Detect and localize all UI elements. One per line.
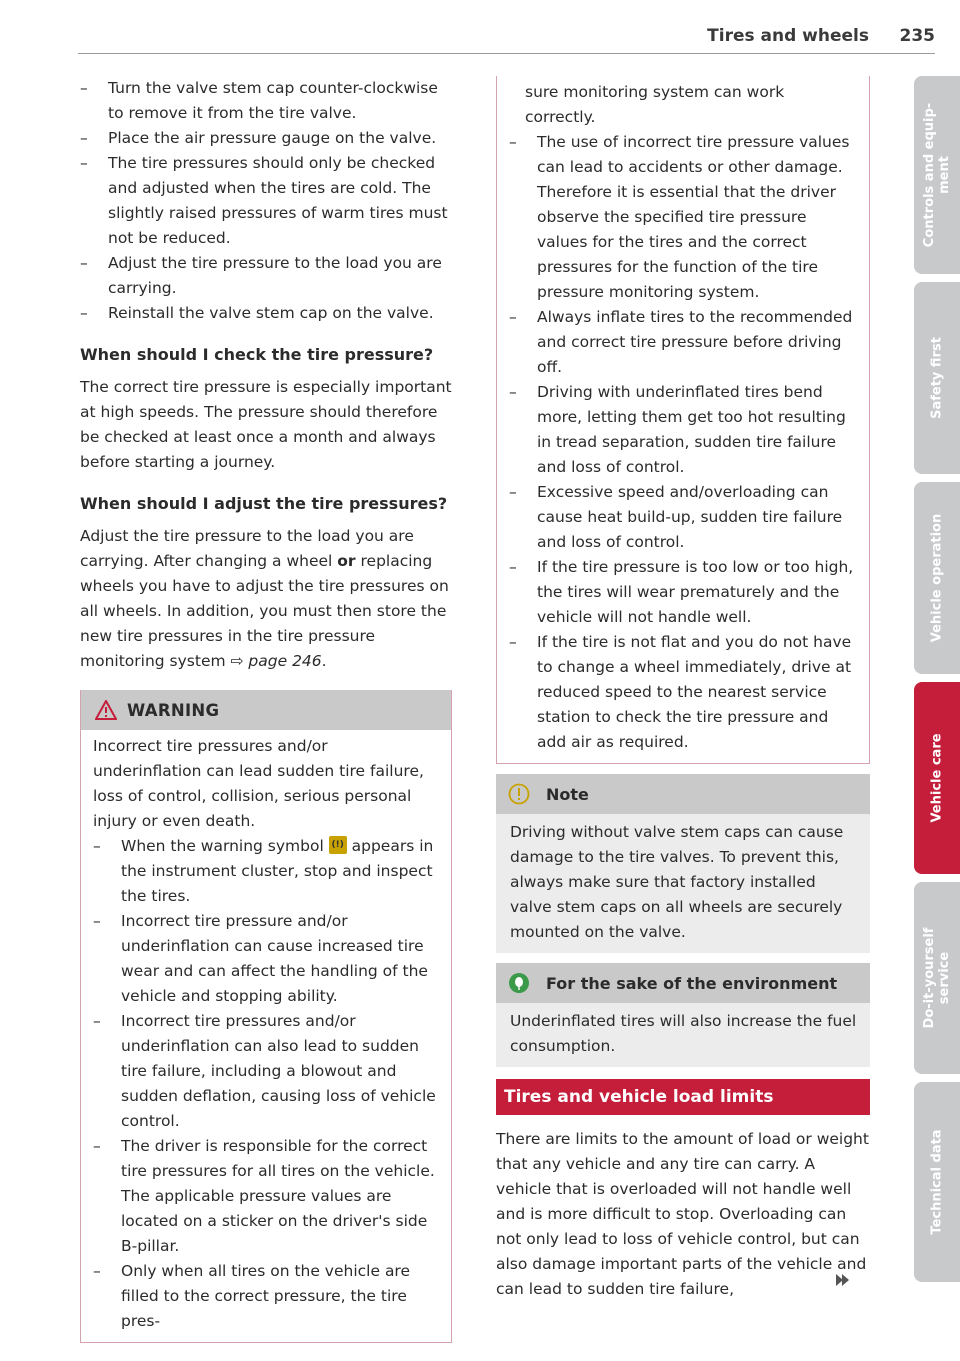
list-item: – Turn the valve stem cap counter-clockwise to remove it from the tire valve.: [80, 76, 452, 126]
warning-box: [80, 690, 452, 1343]
warning-list: [93, 834, 441, 1334]
environment-label: For the sake of the environment: [546, 973, 838, 993]
adjust-text-part: Adjust the tire pressure to the load you are carrying. After changing a wheel: [80, 527, 414, 570]
list-item: – The tire pressures should only be checked and adjusted when the tires are cold. The slightly raised pressures of warm tires must not be reduced.: [80, 151, 452, 251]
tab-label: Vehicle care: [929, 733, 945, 823]
procedure-list: [80, 76, 452, 326]
list-item: – Driving with underinflated tires bend more, letting them get too hot resulting in tread separation, sudden tire failure and loss of control.: [509, 380, 859, 480]
tab-label: Do-it-yourself service: [922, 927, 952, 1029]
warning-continued-text: sure monitoring system can work correctly.: [525, 83, 785, 126]
page-number: 235: [899, 26, 935, 46]
or-emphasis: or: [337, 552, 356, 570]
exclamation-circle-icon: [508, 783, 530, 805]
adjust-pressure-text: [80, 524, 452, 674]
environment-body: Underinflated tires will also increase the fuel consumption.: [510, 1012, 857, 1055]
tab-technical-data[interactable]: [914, 1082, 960, 1282]
list-item: – Always inflate tires to the recommended and correct tire pressure before driving off.: [509, 305, 859, 380]
adjust-text-part: replacing wheels you have to adjust the tire pressures on all wheels. In addition, you must then store the new tire pressures in the tire pressure monitoring system: [80, 552, 449, 670]
list-item: – Excessive speed and/overloading can cause heat build-up, sudden tire failure and loss of control.: [509, 480, 859, 555]
continue-arrow-icon: [836, 1274, 850, 1286]
tab-label: Safety first: [929, 337, 945, 419]
check-pressure-text: The correct tire pressure is especially important at high speeds. The pressure should therefore be checked at least once a month and always before starting a journey.: [80, 378, 452, 471]
note-box: [496, 774, 870, 953]
check-pressure-heading: When should I check the tire pressure?: [80, 345, 434, 364]
warning-triangle-icon: [95, 700, 117, 720]
load-limits-heading: Tires and vehicle load limits: [496, 1079, 870, 1115]
tab-vehicle-operation[interactable]: [914, 482, 960, 674]
warning-box-continued: [496, 76, 870, 764]
tab-controls-and-equipment[interactable]: [914, 76, 960, 274]
note-header: [496, 774, 870, 814]
environment-box: [496, 963, 870, 1067]
tab-do-it-yourself-service[interactable]: [914, 882, 960, 1074]
warning-item-text: When the warning symbol: [121, 837, 329, 855]
chapter-tabs: [914, 76, 960, 1290]
tab-label: Controls and equip- ment: [922, 102, 952, 248]
warning-label: WARNING: [127, 700, 220, 720]
leaf-icon: [508, 972, 530, 994]
tab-vehicle-care[interactable]: [914, 682, 960, 874]
adjust-text-end: .: [321, 652, 327, 670]
list-item: – If the tire is not flat and you do not have to change a wheel immediately, drive at reduced speed to the nearest service station to check the tire pressure and add air as required.: [509, 630, 859, 755]
warning-body: [81, 730, 451, 1342]
list-item: – Adjust the tire pressure to the load you are carrying.: [80, 251, 452, 301]
list-item: – Only when all tires on the vehicle are filled to the correct pressure, the tire pres-: [93, 1259, 441, 1334]
tab-safety-first[interactable]: [914, 282, 960, 474]
chapter-title: Tires and wheels: [707, 26, 869, 46]
adjust-pressure-heading: When should I adjust the tire pressures?: [80, 494, 448, 513]
warning-intro: Incorrect tire pressures and/or underinflation can lead sudden tire failure, loss of control, collision, serious personal injury or even death.: [93, 737, 424, 830]
tire-pressure-warning-icon: [329, 836, 347, 854]
warning-list-continued: [509, 130, 859, 755]
left-column: [80, 76, 452, 1343]
warning-header: [81, 690, 451, 730]
note-label: Note: [546, 784, 589, 804]
list-item: – Incorrect tire pressures and/or underinflation can also lead to sudden tire failure, including a blowout and sudden deflation, causing loss of vehicle control.: [93, 1009, 441, 1134]
list-item: – Incorrect tire pressure and/or underinflation can cause increased tire wear and can affect the handling of the vehicle and stopping ability.: [93, 909, 441, 1009]
page-header: [78, 24, 935, 54]
list-item: [93, 834, 441, 909]
tab-label: Vehicle operation: [929, 513, 945, 643]
list-item: – Reinstall the valve stem cap on the valve.: [80, 301, 452, 326]
environment-header: [496, 963, 870, 1003]
list-item: – Place the air pressure gauge on the valve.: [80, 126, 452, 151]
list-item: – If the tire pressure is too low or too high, the tires will wear prematurely and the vehicle will not handle well.: [509, 555, 859, 630]
note-body: Driving without valve stem caps can cause damage to the tire valves. To prevent this, always make sure that factory installed valve stem caps on all wheels are securely mounted on the valve.: [510, 823, 844, 941]
list-item: – The use of incorrect tire pressure values can lead to accidents or other damage. Therefore it is essential that the driver observe the specified tire pressure values for the tires and the correct pressures for the function of the tire pressure monitoring system.: [509, 130, 859, 305]
page-reference-link[interactable]: ⇨ page 246: [230, 652, 322, 670]
right-column: [496, 76, 870, 1302]
warning-item-text: appears in the instrument cluster, stop and inspect the tires.: [121, 837, 434, 905]
load-limits-text: There are limits to the amount of load or weight that any vehicle and any tire can carry. A vehicle that is overloaded will not handle well and is more difficult to stop. Overloading can not only lead to loss of vehicle control, but can also damage important parts of the vehicle and can lead to sudden tire failure,: [496, 1130, 869, 1298]
list-item: – The driver is responsible for the correct tire pressures for all tires on the vehicle. The applicable pressure values are located on a sticker on the driver's side B-pillar.: [93, 1134, 441, 1259]
tab-label: Technical data: [929, 1129, 945, 1235]
